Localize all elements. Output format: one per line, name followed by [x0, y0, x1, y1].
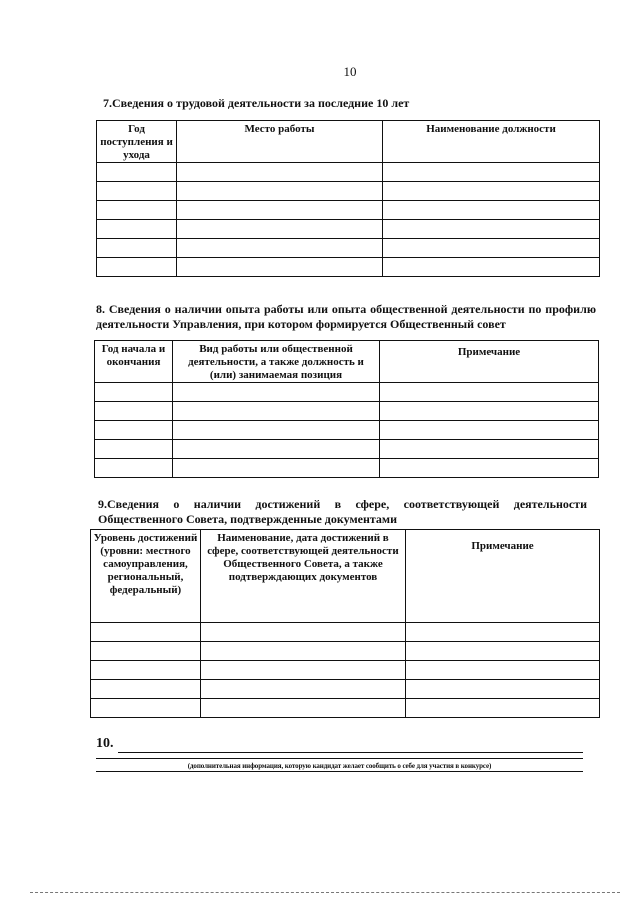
table-cell[interactable] — [406, 699, 600, 718]
column-header: Место работы — [177, 121, 383, 163]
table-cell[interactable] — [383, 163, 600, 182]
additional-info-caption: (дополнительная информация, которую кандидат желает сообщить о себе для участия в конкурсе) — [187, 762, 492, 770]
table-cell[interactable] — [383, 220, 600, 239]
scan-edge-marks — [30, 892, 620, 895]
table-row — [95, 383, 599, 402]
section9-heading — [98, 497, 587, 527]
table-cell[interactable] — [97, 201, 177, 220]
section9-heading-line2: Общественного Совета, подтвержденные документами — [98, 512, 397, 526]
table-cell[interactable] — [91, 642, 201, 661]
table-cell[interactable] — [97, 258, 177, 277]
table-row — [97, 201, 600, 220]
table-row — [91, 623, 600, 642]
table-cell[interactable] — [177, 258, 383, 277]
table-row — [91, 680, 600, 699]
section9-heading-line1: 9.Сведения о наличии достижений в сфере, соответствующей деятельности — [98, 497, 587, 511]
column-header: Примечание — [406, 530, 600, 623]
additional-info-line[interactable] — [118, 752, 583, 753]
table-row — [91, 661, 600, 680]
table-cell[interactable] — [383, 258, 600, 277]
table-cell[interactable] — [177, 201, 383, 220]
table-cell[interactable] — [91, 661, 201, 680]
table-cell[interactable] — [383, 182, 600, 201]
table-cell[interactable] — [177, 220, 383, 239]
additional-info-rule-bottom — [96, 771, 583, 772]
table-row — [91, 699, 600, 718]
column-header: Уровень достижений (уровни: местного самоуправления, региональный, федеральный) — [91, 530, 201, 623]
table-cell[interactable] — [173, 402, 380, 421]
table-row — [95, 402, 599, 421]
table-cell[interactable] — [201, 680, 406, 699]
table-cell[interactable] — [97, 239, 177, 258]
table-cell[interactable] — [95, 383, 173, 402]
table-cell[interactable] — [201, 699, 406, 718]
table-header-row — [97, 121, 600, 163]
work-history-table — [96, 120, 600, 277]
table-cell[interactable] — [95, 459, 173, 478]
table-cell[interactable] — [95, 440, 173, 459]
table-row — [97, 182, 600, 201]
table-row — [97, 220, 600, 239]
column-header: Год поступления и ухода — [97, 121, 177, 163]
table-cell[interactable] — [406, 642, 600, 661]
table-row — [91, 642, 600, 661]
section8-heading — [96, 302, 596, 332]
table-cell[interactable] — [177, 239, 383, 258]
column-header: Примечание — [380, 341, 599, 383]
table-cell[interactable] — [383, 201, 600, 220]
table-cell[interactable] — [177, 163, 383, 182]
table-row — [97, 239, 600, 258]
table-cell[interactable] — [406, 661, 600, 680]
table-cell[interactable] — [380, 383, 599, 402]
column-header: Наименование должности — [383, 121, 600, 163]
table-header-row — [95, 341, 599, 383]
achievements-table — [90, 529, 600, 718]
table-cell[interactable] — [97, 182, 177, 201]
table-cell[interactable] — [380, 402, 599, 421]
table-cell[interactable] — [95, 421, 173, 440]
table-row — [95, 421, 599, 440]
section7-heading: 7.Сведения о трудовой деятельности за последние 10 лет — [103, 96, 410, 110]
table-row — [97, 258, 600, 277]
page-number: 10 — [343, 64, 357, 79]
table-row — [95, 440, 599, 459]
table-cell[interactable] — [173, 421, 380, 440]
table-cell[interactable] — [201, 623, 406, 642]
table-cell[interactable] — [173, 383, 380, 402]
table-cell[interactable] — [406, 623, 600, 642]
table-cell[interactable] — [177, 182, 383, 201]
additional-info-rule — [96, 758, 583, 759]
table-header-row — [91, 530, 600, 623]
table-row — [95, 459, 599, 478]
column-header: Наименование, дата достижений в сфере, соответствующей деятельности Общественного Совета, а также подтверждающих документов — [201, 530, 406, 623]
section8-heading-line2: деятельности Управления, при котором формируется Общественный совет — [96, 317, 506, 331]
table-cell[interactable] — [380, 459, 599, 478]
table-cell[interactable] — [383, 239, 600, 258]
table-row — [97, 163, 600, 182]
table-cell[interactable] — [91, 680, 201, 699]
table-cell[interactable] — [173, 440, 380, 459]
table-cell[interactable] — [201, 642, 406, 661]
table-cell[interactable] — [97, 220, 177, 239]
table-cell[interactable] — [91, 623, 201, 642]
column-header: Вид работы или общественной деятельности, а также должность и (или) занимаемая позиция — [173, 341, 380, 383]
table-cell[interactable] — [97, 163, 177, 182]
column-header: Год начала и окончания — [95, 341, 173, 383]
table-cell[interactable] — [406, 680, 600, 699]
experience-table — [94, 340, 599, 478]
table-cell[interactable] — [380, 421, 599, 440]
table-cell[interactable] — [91, 699, 201, 718]
table-cell[interactable] — [173, 459, 380, 478]
table-cell[interactable] — [201, 661, 406, 680]
table-cell[interactable] — [95, 402, 173, 421]
section10-label: 10. — [96, 736, 114, 751]
table-cell[interactable] — [380, 440, 599, 459]
section8-heading-line1: 8. Сведения о наличии опыта работы или опыта общественной деятельности по профилю — [96, 302, 596, 316]
